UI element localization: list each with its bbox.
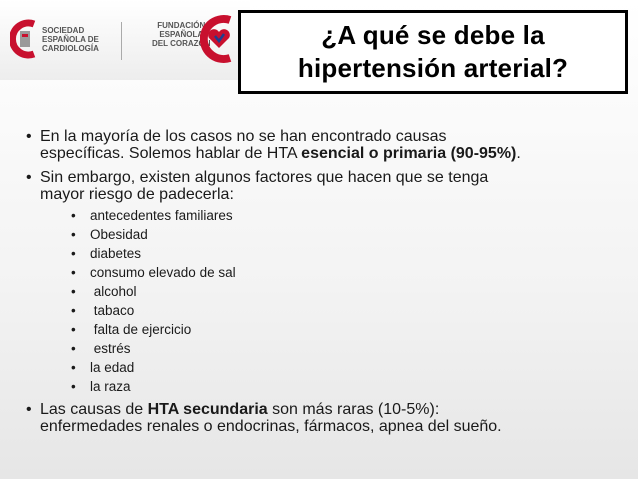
bullet-dot: •	[26, 401, 32, 418]
logo-strip	[0, 0, 250, 80]
bullet-essential-hta: • En la mayoría de los casos no se han encontrado causas específicas. Solemos hablar de HTA esencial o primaria (90-95%).	[26, 128, 521, 162]
page-title: ¿A qué se debe la hipertensión arterial?	[297, 20, 569, 83]
factor-item: • la raza	[71, 379, 131, 394]
factor-item: • antecedentes familiares	[71, 208, 233, 223]
factor-item: • estrés	[71, 341, 131, 356]
factor-item: • falta de ejercicio	[71, 322, 192, 337]
bullet-dot: •	[26, 128, 32, 145]
logo-divider	[121, 22, 122, 60]
sociedad-espanola-cardiologia-logo-icon	[10, 18, 40, 60]
factor-item: • diabetes	[71, 246, 142, 261]
bullet-secondary-hta: • Las causas de HTA secundaria son más raras (10-5%): enfermedades renales o endocrinas, fármacos, apnea del sueño.	[26, 401, 502, 435]
title-box	[238, 10, 628, 94]
factor-item: • Obesidad	[71, 227, 148, 242]
factor-item: • alcohol	[71, 284, 137, 299]
factor-item: • tabaco	[71, 303, 135, 318]
bullet-risk-factors: • Sin embargo, existen algunos factores que hacen que se tenga mayor riesgo de padecerla:	[26, 169, 489, 203]
sociedad-logo-text: SOCIEDAD ESPAÑOLA DE CARDIOLOGÍA	[42, 26, 99, 53]
fundacion-heart-logo-icon	[200, 14, 238, 64]
factor-item: • la edad	[71, 360, 135, 375]
factor-item: • consumo elevado de sal	[71, 265, 236, 280]
bullet-dot: •	[26, 169, 32, 186]
fundacion-logo-text: FUNDACIÓN ESPAÑOLA DEL CORAZÓN	[152, 21, 211, 48]
